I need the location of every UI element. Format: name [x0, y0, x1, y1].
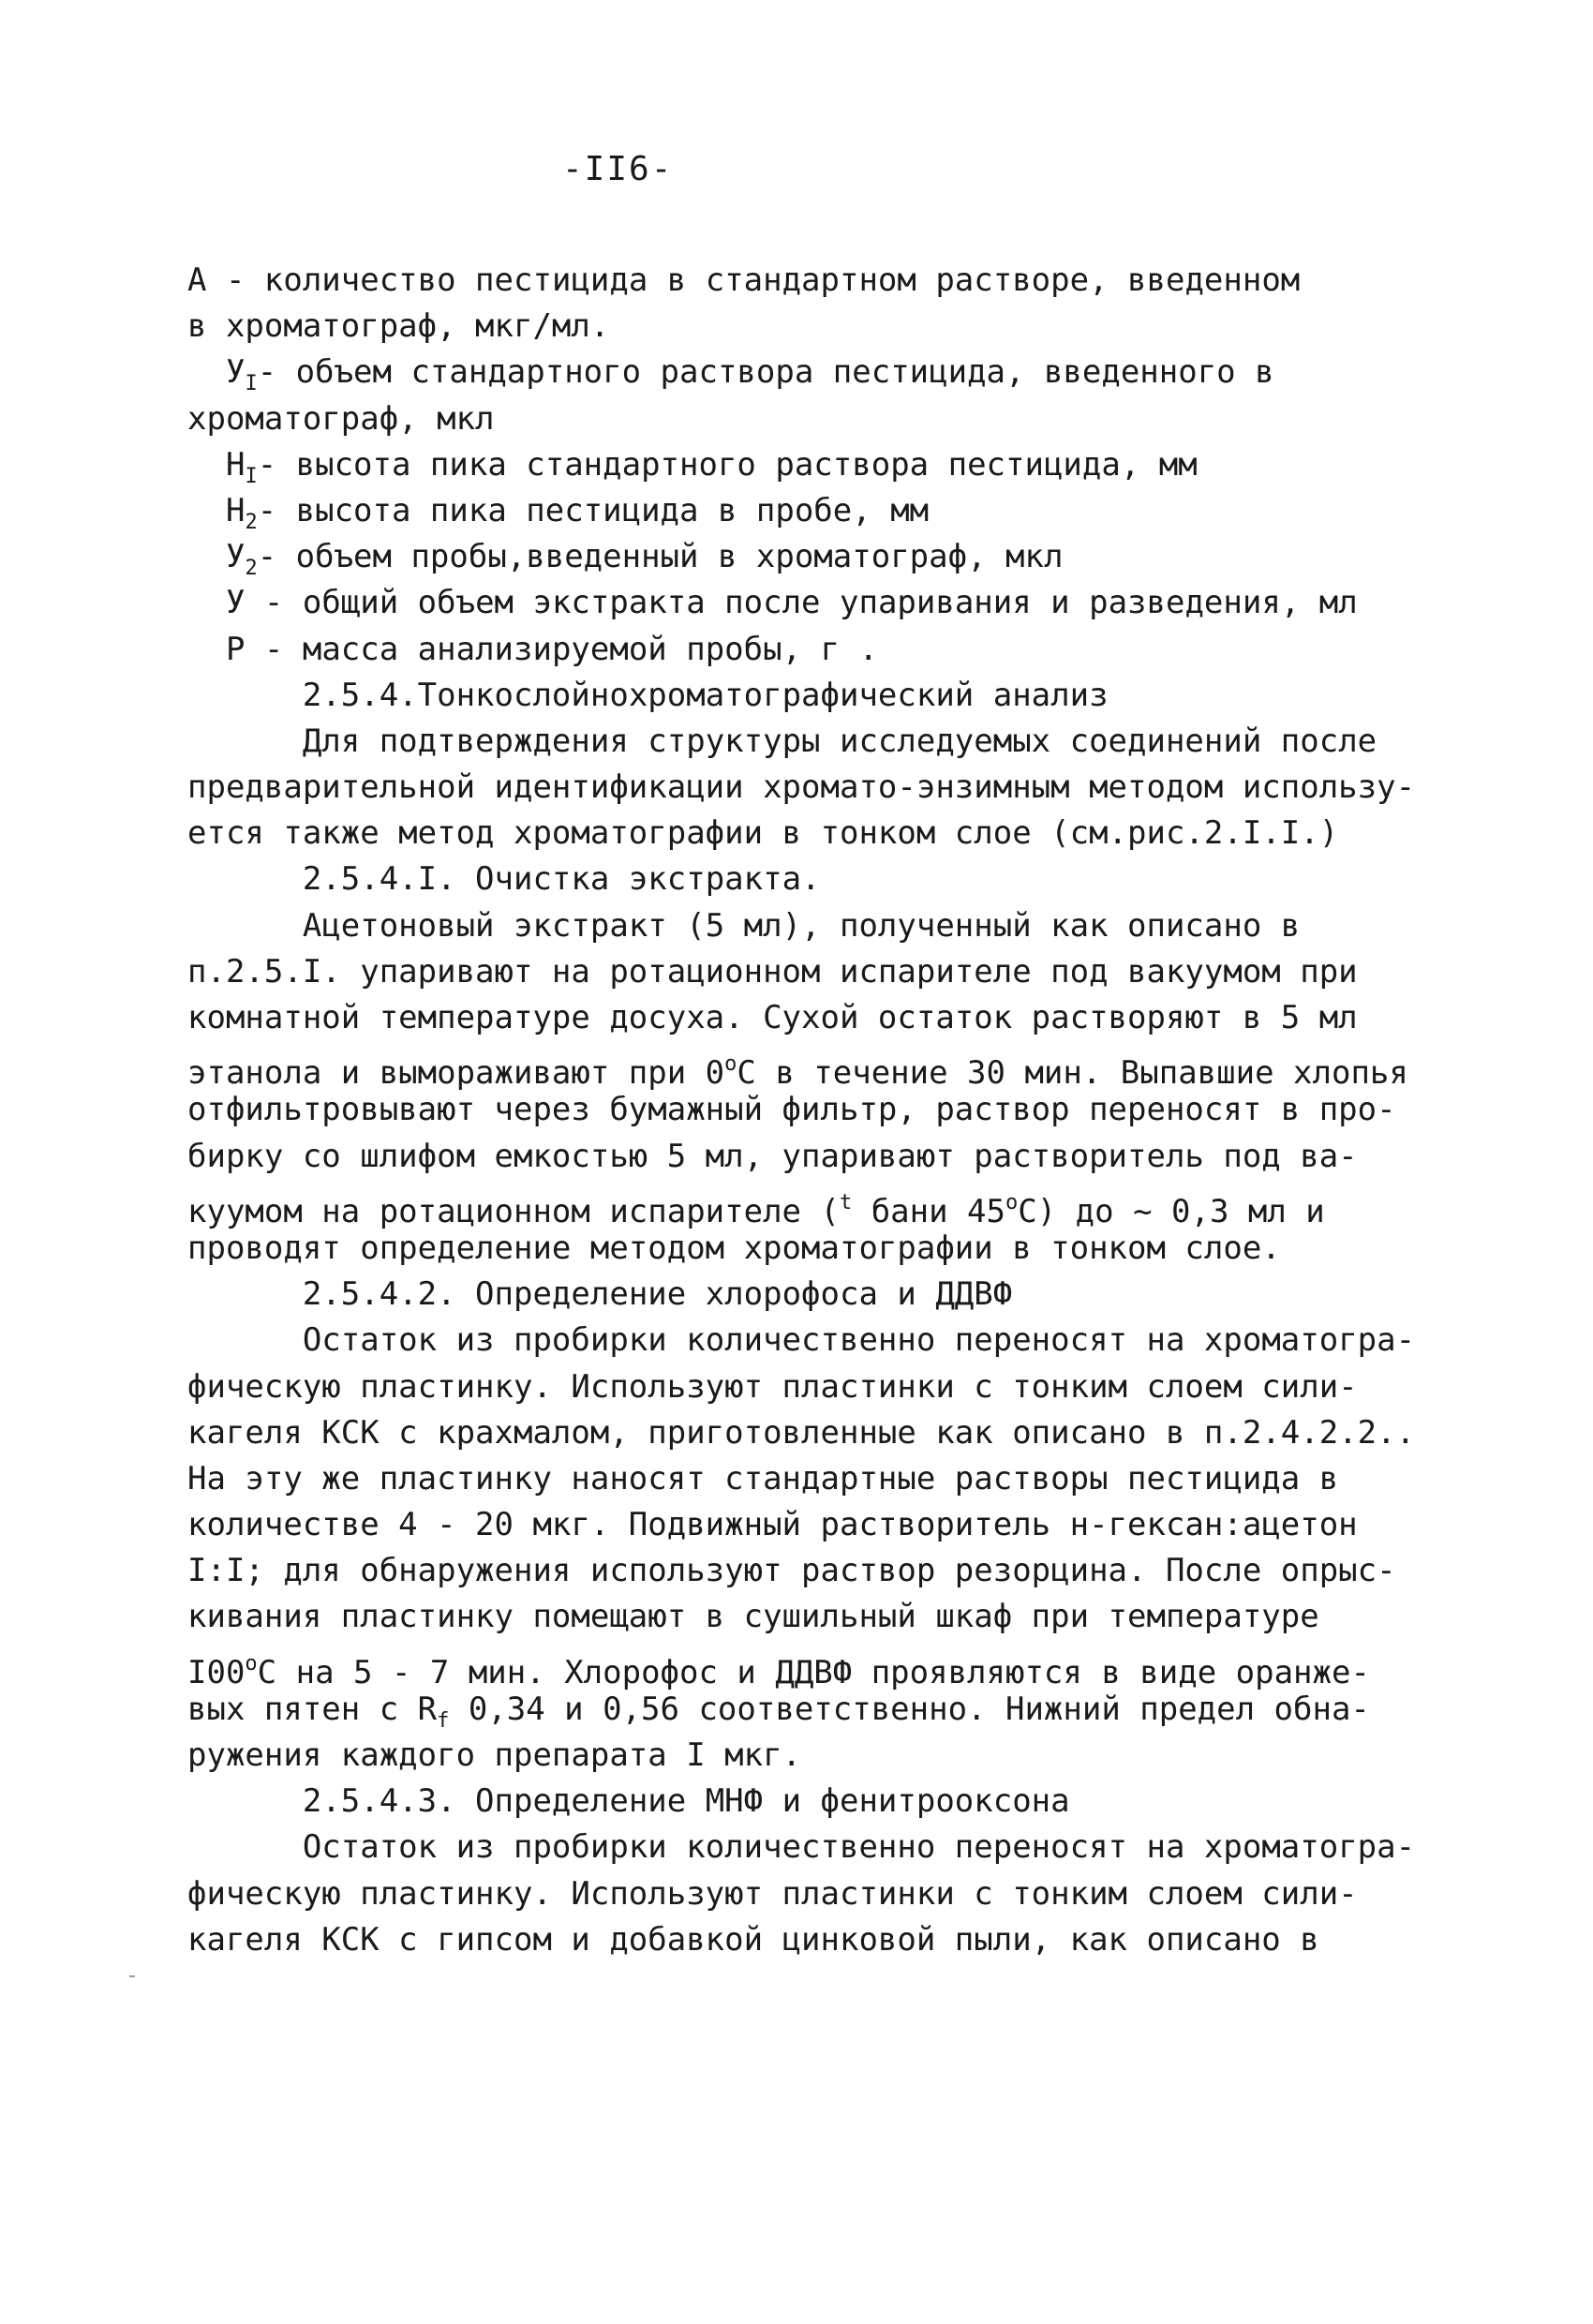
section-heading-2-5-4: 2.5.4.Тонкослойнохроматографический анализ — [302, 676, 1109, 714]
paragraph-line: предварительной идентификации хромато-энзимным методом использу- — [187, 768, 1416, 807]
paragraph-line: вых пятен с $R_f$ 0,34 и 0,56 соответственно. Нижний предел обна- — [187, 1690, 1370, 1733]
paragraph-line: кагеля КСК с гипсом и добавкой цинковой пыли, как описано в — [187, 1920, 1319, 1959]
section-heading-2-5-4-1: 2.5.4.I. Очистка экстракта. — [302, 860, 821, 899]
paragraph-line: Для подтверждения структуры исследуемых соединений после — [302, 722, 1377, 760]
section-heading-2-5-4-2: 2.5.4.2. Определение хлорофоса и ДДВФ — [302, 1275, 1013, 1314]
paragraph-line: Ацетоновый экстракт (5 мл), полученный как описано в — [302, 906, 1301, 945]
paragraph-line: ется также метод хроматографии в тонком слое (см.рис.2.I.I.) — [187, 814, 1339, 853]
section-heading-2-5-4-3: 2.5.4.3. Определение МНФ и фенитрооксона — [302, 1782, 1070, 1821]
legend-line-v: У - общий объем экстракта после упаривания и разведения, мл — [225, 584, 1358, 622]
paragraph-line: п.2.5.I. упаривают на ротационном испарителе под вакуумом при — [187, 952, 1358, 991]
paragraph-line: куумом на ротационном испарителе ($^t$ бани $45^оС$) до ~ 0,3 мл и — [187, 1190, 1325, 1230]
paragraph-line: количестве 4 - 20 мкг. Подвижный растворитель н-гексан:ацетон — [187, 1506, 1358, 1544]
legend-line-v2: $У_2-$ объем пробы,введенный в хроматограф, мкл — [225, 538, 1064, 581]
paragraph-line: бирку со шлифом емкостью 5 мл, упаривают растворитель под ва- — [187, 1137, 1358, 1175]
paragraph-line: $I00^оС$ на 5 - 7 мин. Хлорофос и ДДВФ проявляются в виде оранже- — [187, 1651, 1370, 1691]
paragraph-line: ружения каждого препарата I мкг. — [187, 1736, 802, 1774]
page-number: -II6- — [562, 150, 674, 188]
paragraph-line: Остаток из пробирки количественно переносят на хроматогра- — [302, 1828, 1416, 1867]
legend-line-p: Р - масса анализируемой пробы, г . — [225, 630, 878, 668]
paragraph-line: этанола и вымораживают при $0^оС$ в течение 30 мин. Выпавшие хлопья — [187, 1052, 1408, 1093]
paragraph-line: фическую пластинку. Используют пластинки с тонким слоем сили- — [187, 1367, 1358, 1406]
paragraph-line: комнатной температуре досуха. Сухой остаток растворяют в 5 мл — [187, 999, 1358, 1036]
paragraph-line: кагеля КСК с крахмалом, приготовленные как описано в п.2.4.2.2.. — [187, 1413, 1416, 1452]
legend-line-a-cont: в хроматограф, мкг/мл. — [187, 307, 610, 346]
paragraph-line: кивания пластинку помещают в сушильный шкаф при температуре — [187, 1598, 1319, 1636]
legend-line-h2: $Н_2-$ высота пика пестицида в пробе, мм — [225, 491, 930, 534]
paragraph-line: проводят определение методом хроматографии в тонком слое. — [187, 1229, 1281, 1267]
legend-line-v1-cont: хроматограф, мкл — [187, 399, 495, 438]
paragraph-line: На эту же пластинку наносят стандартные растворы пестицида в — [187, 1459, 1339, 1497]
legend-line-v1: $У_I-$ объем стандартного раствора пестицида, введенного в — [225, 353, 1274, 396]
legend-line-a: А - количество пестицида в стандартном растворе, введенном — [187, 261, 1301, 299]
legend-line-h1: $Н_I-$ высота пика стандартного раствора пестицида, мм — [225, 445, 1198, 488]
paragraph-line: фическую пластинку. Используют пластинки с тонким слоем сили- — [187, 1874, 1358, 1913]
paragraph-line: I:I; для обнаружения используют раствор резорцина. После опрыс- — [187, 1552, 1396, 1590]
paragraph-line: отфильтровывают через бумажный фильтр, раствор переносят в про- — [187, 1091, 1396, 1129]
paragraph-line: Остаток из пробирки количественно переносят на хроматогра- — [302, 1321, 1416, 1360]
scan-speck — [129, 1975, 135, 1977]
document-body — [187, 258, 1443, 1963]
